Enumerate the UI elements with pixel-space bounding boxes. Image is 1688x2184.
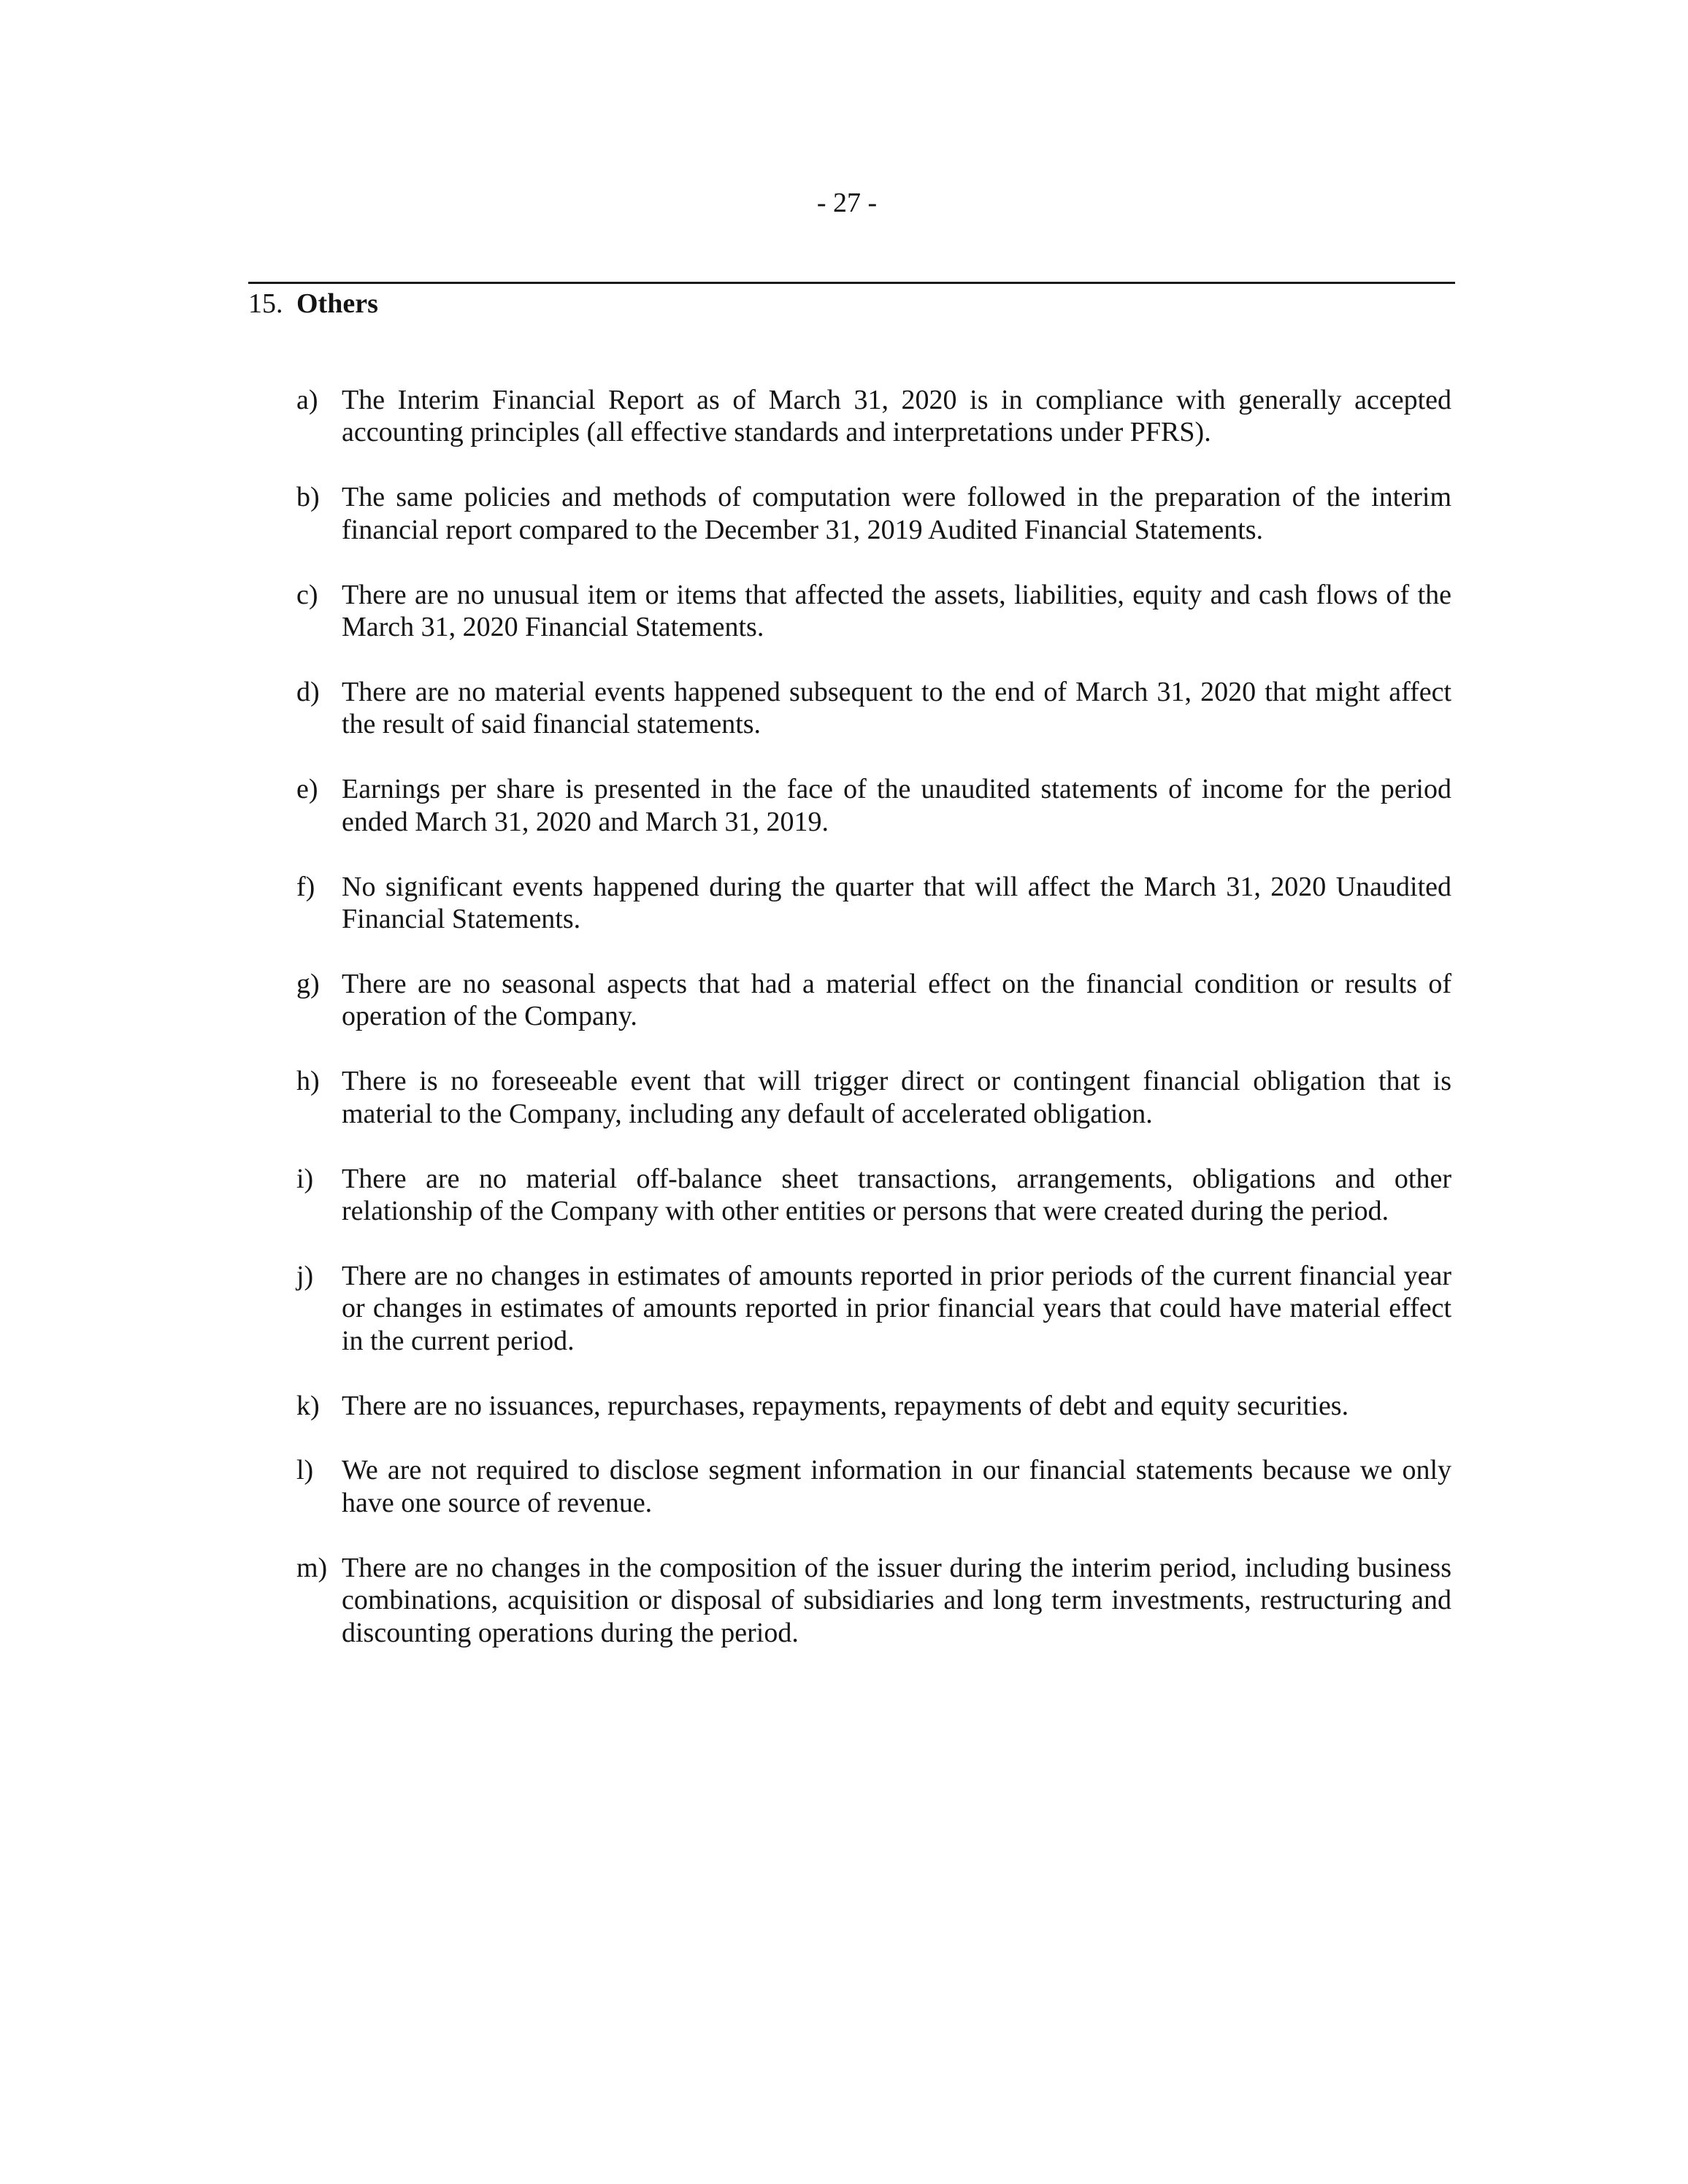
item-label: m) bbox=[296, 1552, 328, 1583]
list-item-j bbox=[296, 1260, 1457, 1357]
item-text bbox=[342, 968, 1451, 1033]
item-label: i) bbox=[296, 1163, 314, 1194]
text-line: have one source of revenue. bbox=[342, 1487, 653, 1518]
list-item-d bbox=[296, 676, 1457, 741]
list-item-i bbox=[296, 1163, 1457, 1228]
text-line: in the current period. bbox=[342, 1325, 575, 1356]
text-line: relationship of the Company with other entities or persons that were created during the period. bbox=[342, 1195, 1389, 1226]
list-item-c bbox=[296, 579, 1457, 644]
item-label: g) bbox=[296, 968, 320, 999]
text-line: There are no changes in estimates of amounts reported in prior periods of the current financial year bbox=[342, 1260, 1451, 1291]
text-line: March 31, 2020 Financial Statements. bbox=[342, 612, 764, 643]
item-text bbox=[342, 384, 1451, 449]
list-item-g bbox=[296, 968, 1457, 1033]
text-line: We are not required to disclose segment information in our financial statements because we only bbox=[342, 1455, 1451, 1486]
text-line: The same policies and methods of computation were followed in the preparation of the interim bbox=[342, 482, 1451, 513]
item-text bbox=[342, 1454, 1451, 1519]
item-text bbox=[342, 773, 1451, 838]
list-item-e bbox=[296, 773, 1457, 838]
item-label: k) bbox=[296, 1390, 320, 1421]
item-text bbox=[342, 481, 1451, 546]
list-item-a bbox=[296, 384, 1457, 449]
text-line: the result of said financial statements. bbox=[342, 709, 761, 740]
text-line: material to the Company, including any default of accelerated obligation. bbox=[342, 1098, 1153, 1129]
item-text bbox=[342, 1260, 1451, 1357]
text-line: There are no seasonal aspects that had a material effect on the financial condition or results of bbox=[342, 968, 1451, 999]
item-text bbox=[342, 1163, 1451, 1228]
text-line: There is no foreseeable event that will trigger direct or contingent financial obligation that is bbox=[342, 1066, 1451, 1097]
text-line: No significant events happened during the quarter that will affect the March 31, 2020 Unaudited bbox=[342, 871, 1451, 902]
item-label: f) bbox=[296, 871, 315, 902]
item-text bbox=[342, 1065, 1451, 1130]
item-label: c) bbox=[296, 579, 318, 610]
list-item-h bbox=[296, 1065, 1457, 1130]
item-label: j) bbox=[296, 1260, 314, 1291]
section-heading bbox=[248, 288, 378, 320]
item-text bbox=[342, 676, 1451, 741]
text-line: There are no unusual item or items that affected the assets, liabilities, equity and cash flows of the bbox=[342, 579, 1451, 610]
list-item-m bbox=[296, 1552, 1457, 1649]
text-line: Earnings per share is presented in the face of the unaudited statements of income for the period bbox=[342, 774, 1451, 805]
text-line: combinations, acquisition or disposal of subsidiaries and long term investments, restructuring and bbox=[342, 1585, 1451, 1616]
text-line: Financial Statements. bbox=[342, 904, 581, 934]
item-text bbox=[342, 1390, 1451, 1422]
text-line: There are no issuances, repurchases, repayments, repayments of debt and equity securities. bbox=[342, 1390, 1349, 1421]
item-list bbox=[296, 384, 1457, 1682]
text-line: operation of the Company. bbox=[342, 1001, 637, 1032]
text-line: or changes in estimates of amounts reported in prior financial years that could have material effect bbox=[342, 1293, 1451, 1324]
item-text bbox=[342, 579, 1451, 644]
item-label: l) bbox=[296, 1455, 314, 1486]
text-line: There are no changes in the composition of the issuer during the interim period, including business bbox=[342, 1552, 1451, 1583]
text-line: financial report compared to the December 31, 2019 Audited Financial Statements. bbox=[342, 514, 1264, 545]
text-line: There are no material off-balance sheet transactions, arrangements, obligations and other bbox=[342, 1163, 1451, 1194]
item-text bbox=[342, 1552, 1451, 1649]
section-number: 15. bbox=[248, 288, 283, 319]
text-line: accounting principles (all effective standards and interpretations under PFRS). bbox=[342, 417, 1211, 448]
list-item-b bbox=[296, 481, 1457, 546]
text-line: ended March 31, 2020 and March 31, 2019. bbox=[342, 806, 829, 837]
item-label: d) bbox=[296, 676, 320, 707]
item-label: a) bbox=[296, 385, 318, 415]
list-item-l bbox=[296, 1454, 1457, 1519]
item-label: h) bbox=[296, 1066, 320, 1097]
header-rule bbox=[248, 282, 1455, 284]
section-title: Others bbox=[296, 288, 378, 319]
page-number: - 27 - bbox=[816, 188, 878, 218]
text-line: discounting operations during the period. bbox=[342, 1617, 799, 1648]
list-item-k bbox=[296, 1390, 1457, 1422]
text-line: There are no material events happened subsequent to the end of March 31, 2020 that might affect bbox=[342, 676, 1451, 707]
list-item-f bbox=[296, 871, 1457, 936]
item-text bbox=[342, 871, 1451, 936]
text-line: The Interim Financial Report as of March 31, 2020 is in compliance with generally accepted bbox=[342, 385, 1451, 415]
item-label: b) bbox=[296, 482, 320, 513]
item-label: e) bbox=[296, 774, 318, 805]
